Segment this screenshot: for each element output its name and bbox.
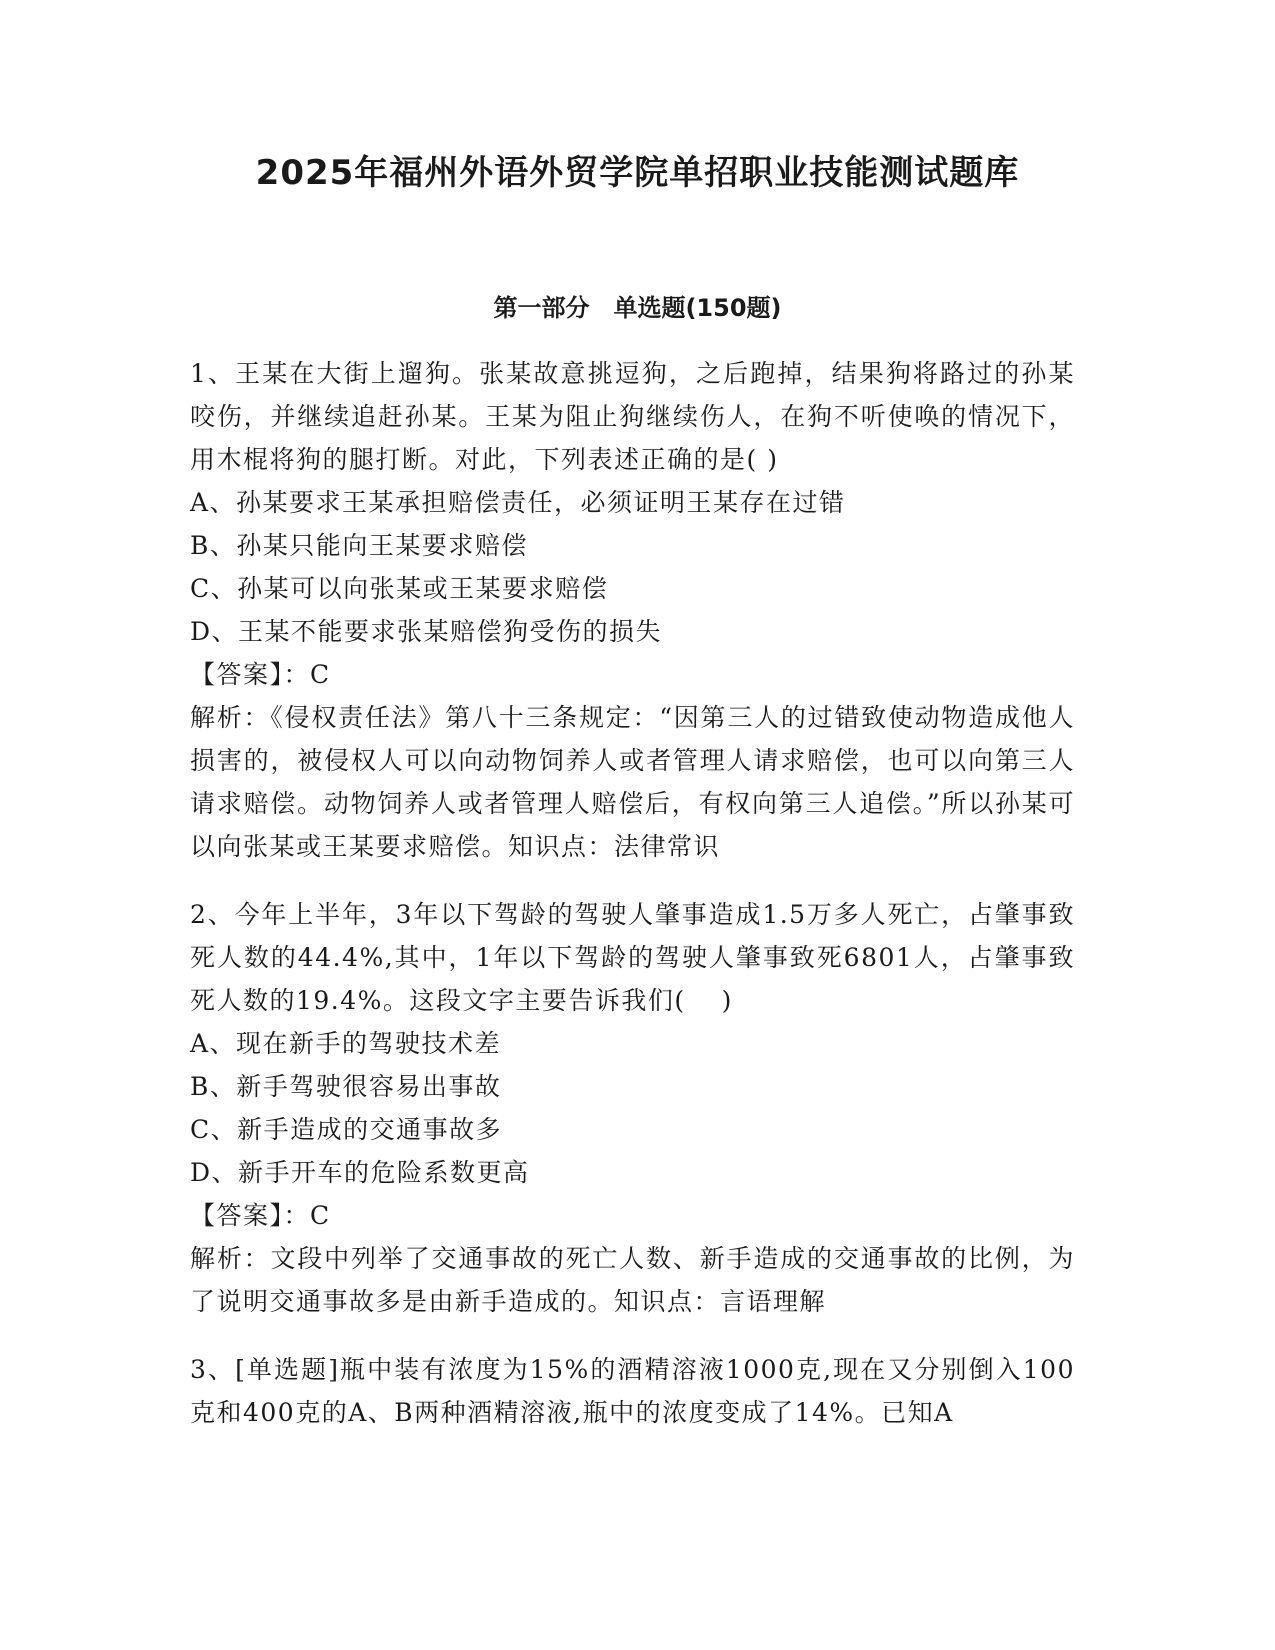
analysis-text: 解析：文段中列举了交通事故的死亡人数、新手造成的交通事故的比例，为了说明交通事故多是由新手造成的。知识点：言语理解 (190, 1244, 1075, 1316)
option-d: D、王某不能要求张某赔偿狗受伤的损失 (190, 617, 663, 646)
option-a: A、现在新手的驾驶技术差 (190, 1029, 502, 1058)
option-d: D、新手开车的危险系数更高 (190, 1158, 530, 1187)
answer-line: 【答案】：C (190, 1201, 331, 1230)
question-1 (190, 352, 1075, 868)
analysis-text: 解析：《侵权责任法》第八十三条规定：“因第三人的过错致使动物造成他人损害的，被侵权人可以向动物饲养人或者管理人请求赔偿，也可以向第三人请求赔偿。动物饲养人或者管理人赔偿后，有权向第三人追偿。”所以孙某可以向张某或王某要求赔偿。知识点：法律常识 (190, 703, 1075, 861)
option-c: C、新手造成的交通事故多 (190, 1115, 503, 1144)
section-title: 第一部分 单选题(150题) (493, 294, 782, 322)
option-b: B、孙某只能向王某要求赔偿 (190, 531, 528, 560)
option-b: B、新手驾驶很容易出事故 (190, 1072, 502, 1101)
question-stem: 2、今年上半年，3年以下驾龄的驾驶人肇事造成1.5万多人死亡，占肇事致死人数的44.4%,其中，1年以下驾龄的驾驶人肇事致死6801人，占肇事致死人数的19.4%。这段文字主要告诉我们( ) (190, 900, 1075, 1015)
question-stem: 3、[单选题]瓶中装有浓度为15%的酒精溶液1000克,现在又分别倒入100克和400克的A、B两种酒精溶液,瓶中的浓度变成了14%。已知A (190, 1355, 1075, 1427)
option-c: C、孙某可以向张某或王某要求赔偿 (190, 574, 609, 603)
question-3 (190, 1348, 1075, 1434)
question-stem: 1、王某在大街上遛狗。张某故意挑逗狗，之后跑掉，结果狗将路过的孙某咬伤，并继续追赶孙某。王某为阻止狗继续伤人，在狗不听使唤的情况下，用木棍将狗的腿打断。对此，下列表述正确的是( ) (190, 359, 1075, 474)
question-list (190, 352, 1075, 1459)
question-2 (190, 893, 1075, 1323)
option-a: A、孙某要求王某承担赔偿责任，必须证明王某存在过错 (190, 488, 846, 517)
answer-line: 【答案】：C (190, 660, 331, 689)
document-title: 2025年福州外语外贸学院单招职业技能测试题库 (255, 153, 1020, 193)
